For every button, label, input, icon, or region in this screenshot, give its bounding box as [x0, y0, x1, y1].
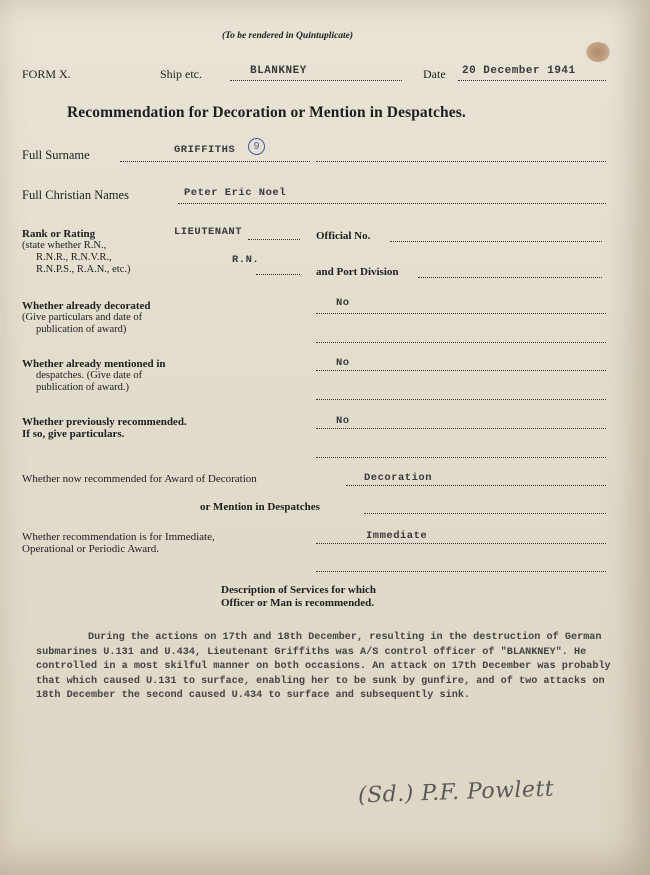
now-recommended-label: Whether now recommended for Award of Decoration [22, 473, 257, 485]
ship-dots [230, 80, 402, 81]
previously-value: No [336, 415, 350, 427]
decorated-dots-2 [316, 342, 606, 343]
decorated-value: No [336, 297, 350, 309]
description-heading-1: Description of Services for which [221, 584, 376, 596]
surname-dots-2 [316, 161, 606, 162]
now-recommended-value: Decoration [364, 472, 433, 484]
previously-label-2: If so, give particulars. [22, 428, 125, 440]
immediate-dots-1 [316, 543, 606, 544]
surname-value: GRIFFITHS [174, 144, 236, 156]
decorated-dots-1 [316, 313, 606, 314]
rank-label-2: (state whether R.N., [22, 240, 107, 251]
surname-dots-1 [120, 161, 310, 162]
render-note: (To be rendered in Quintuplicate) [222, 31, 354, 41]
description-text: During the actions on 17th and 18th December, resulting in the destruction of German submarines U.131 and U.434, Lieutenant Griffiths was A/S control officer of "BLANKNEY". He controlled in a most skilful manner on both occasions. An attack on 17th December was probably that which caused U.131 to surface, enabling her to be sunk by gunfire, and of two attacks on 18th December the second caused U.434 to surface and subsequently sink. [36, 632, 611, 701]
date-value: 20 December 1941 [462, 65, 576, 77]
decorated-label-3: publication of award) [36, 324, 127, 335]
decorated-label-2: (Give particulars and date of [22, 312, 143, 323]
surname-circle-mark: 9 [248, 138, 265, 155]
rank-dots [248, 239, 300, 240]
mentioned-value: No [336, 357, 350, 369]
ship-value: BLANKNEY [250, 65, 307, 77]
previously-label-1: Whether previously recommended. [22, 416, 187, 428]
mentioned-dots-1 [316, 370, 606, 371]
now-recommended-dots [346, 485, 606, 486]
service-dots [256, 274, 300, 275]
mentioned-dots-2 [316, 399, 606, 400]
rank-value: LIEUTENANT [174, 226, 243, 238]
mention-despatches-dots [364, 513, 606, 514]
mentioned-label-1: Whether already mentioned in [22, 358, 166, 370]
ink-stain [586, 42, 610, 62]
service-value: R.N. [232, 254, 260, 266]
christian-dots [178, 203, 606, 204]
immediate-label-1: Whether recommendation is for Immediate, [22, 531, 215, 543]
official-no-label: Official No. [316, 230, 371, 242]
rank-label-3: R.N.R., R.N.V.R., [36, 252, 112, 263]
port-division-label: and Port Division [316, 266, 399, 278]
immediate-value: Immediate [366, 530, 428, 542]
official-no-dots [390, 241, 602, 242]
rank-label-1: Rank or Rating [22, 228, 96, 240]
mentioned-label-2: despatches. (Give date of [36, 370, 143, 381]
previously-dots-2 [316, 457, 606, 458]
christian-label: Full Christian Names [22, 188, 129, 202]
decorated-label-1: Whether already decorated [22, 300, 151, 312]
mention-despatches-label: or Mention in Despatches [200, 501, 320, 513]
rank-label-4: R.N.P.S., R.A.N., etc.) [36, 264, 131, 275]
form-number: FORM X. [22, 67, 71, 81]
mentioned-label-3: publication of award.) [36, 382, 130, 393]
form-title: Recommendation for Decoration or Mention in Despatches. [67, 104, 466, 121]
signature: (Sd.) P.F. Powlett [357, 776, 555, 809]
date-label: Date [423, 67, 446, 81]
previously-dots-1 [316, 428, 606, 429]
christian-value: Peter Eric Noel [184, 187, 287, 199]
port-division-dots [418, 277, 602, 278]
surname-label: Full Surname [22, 148, 90, 162]
date-dots [458, 80, 606, 81]
ship-label: Ship etc. [160, 67, 202, 81]
immediate-dots-2 [316, 571, 606, 572]
description-heading-2: Officer or Man is recommended. [221, 597, 375, 609]
immediate-label-2: Operational or Periodic Award. [22, 543, 160, 555]
